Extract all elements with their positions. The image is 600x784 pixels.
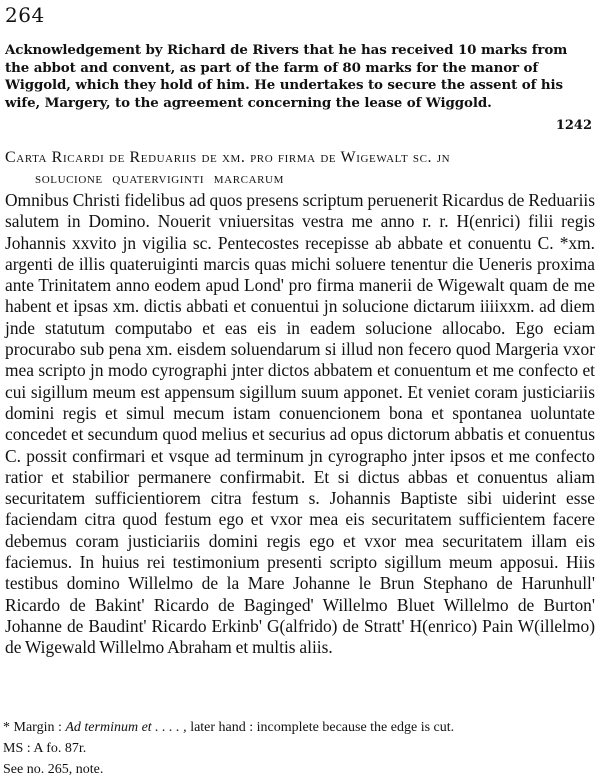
margin-note-quote: Ad terminum et . . . . , (65, 720, 187, 735)
english-summary: Acknowledgement by Richard de Rivers that he has received 10 marks from the abbot and convent, as part of the farm of 80 marks for the manor of Wiggold, which they hold of him. He undertakes to secure the assent of his wife, Margery, to the agreement concerning the lease of Wiggold. (5, 42, 568, 111)
margin-note-label: * Margin : (3, 720, 62, 735)
margin-note-text: later hand : incomplete because the edge is cut. (190, 720, 455, 735)
manuscript-note-text: A fo. 87r. (33, 741, 87, 756)
document-number: 264 (5, 3, 45, 27)
manuscript-note-label: MS : (3, 741, 31, 756)
manuscript-note (3, 738, 595, 759)
charter-text: Omnibus Christi fidelibus ad quos presens scriptum peruenerit Ricardus de Reduariis salutem in Domino. Nouerit vniuersitas vestra me anno r. r. H(enrici) filii regis Johannis xxvito jn vigilia sc. Pentecostes recepisse ab abbate et conuentu C. *xm. argenti de illis quateruiginti marcis quas michi soluere tenentur die Ueneris proxima ante Trinitatem anno eodem apud Lond' pro firma manerii de Wigewalt quam de me habent et ipsas xm. dictis abbati et conuentui jn solucione dictarum iiiixxm. ad diem jnde statutum computabo et eas eis in eadem solucione allocabo. Ego eciam procurabo sub pena xm. eisdem soluendarum si illud non fecero quod Margeria vxor mea scripto jn modo cyrographi jnter dictos abbatem et conuentum et me confecto et cui sigillum meum est appensum sigillum suum apponet. Et veniet coram justiciariis domini regis et simul mecum istam conuencionem bona et spontanea uoluntate concedet et secundum quod melius et securius ad opus dictorum abbatis et conuentus C. possit confirmari et vsque ad terminum jn cyrographo jnter ipsos et me confecto ratior et stabilior permanere confirmabit. Et si dictus abbas et conuentus aliam securitatem sufficientiorem citra festum s. Johannis Baptiste sibi uiderint esse faciendam citra quod festum ego et vxor mea eis securitatem sufficientem facere debemus coram justiciariis domini regis ego et vxor mea securitatem illam eis faciemus. In huius rei testimonium presenti scripto sigillum meum apposui. Hiis testibus domino Willelmo de la Mare Johanne le Brun Stephano de Harunhull' Ricardo de Bakint' Ricardo de Baginged' Willelmo Bluet Willelmo de Burton' Johanne de Baudint' Ricardo Erkinb' G(alfrido) de Stratt' H(enrico) Pain W(illelmo) de Wigewald Willelmo Abraham et multis aliis. (5, 190, 595, 658)
footnotes (3, 717, 595, 780)
latin-heading (5, 147, 595, 189)
heading-line-1: Carta Ricardi de Reduariis de xm. pro firma de Wigewalt sc. jn (5, 149, 451, 166)
see-note: See no. 265, note. (3, 762, 104, 777)
document-date: 1242 (555, 118, 592, 133)
margin-note (3, 717, 595, 738)
heading-line-2: solucione quaterviginti marcarum (35, 170, 284, 187)
